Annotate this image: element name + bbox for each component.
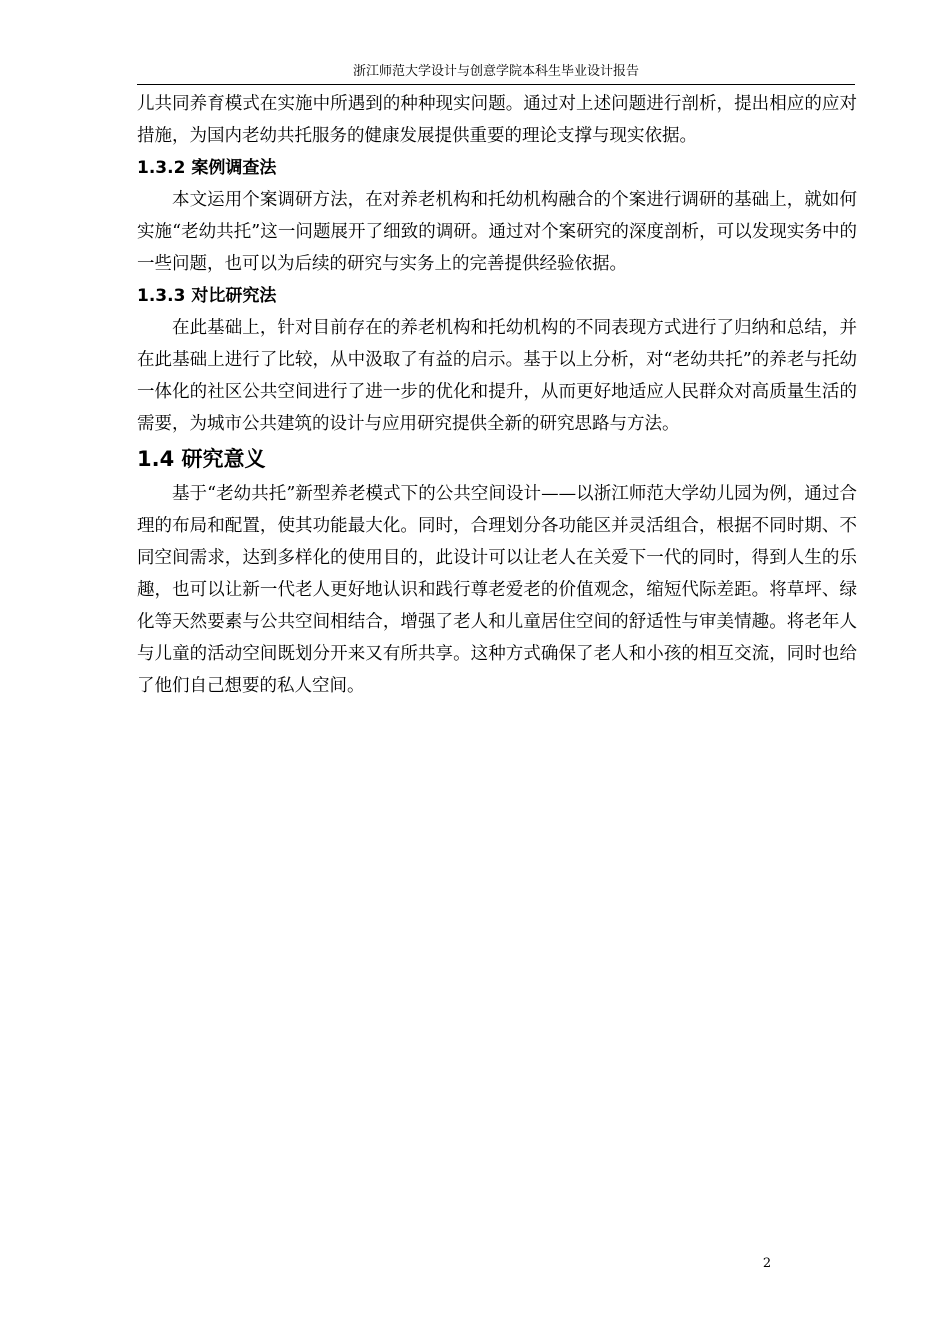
section-paragraph-1-3-2: 本文运用个案调研方法，在对养老机构和托幼机构融合的个案进行调研的基础上，就如何实施“老幼共托”这一问题展开了细致的调研。通过对个案研究的深度剖析，可以发现实务中的一些问题，也可以为后续的研究与实务上的完善提供经验依据。 xyxy=(137,190,857,274)
page-header-title: 浙江师范大学设计与创意学院本科生毕业设计报告 xyxy=(352,64,639,79)
header-divider xyxy=(137,84,855,85)
section-heading-1-3-3: 1.3.3 对比研究法 xyxy=(137,286,277,306)
section-paragraph-1-3-3: 在此基础上，针对目前存在的养老机构和托幼机构的不同表现方式进行了归纳和总结，并在此基础上进行了比较，从中汲取了有益的启示。基于以上分析，对“老幼共托”的养老与托幼一体化的社区公共空间进行了进一步的优化和提升，从而更好地适应人民群众对高质量生活的需要，为城市公共建筑的设计与应用研究提供全新的研究思路与方法。 xyxy=(137,318,857,434)
document-body xyxy=(137,88,857,702)
section-paragraph-1-4: 基于“老幼共托”新型养老模式下的公共空间设计——以浙江师范大学幼儿园为例，通过合理的布局和配置，使其功能最大化。同时，合理划分各功能区并灵活组合，根据不同时期、不同空间需求，达到多样化的使用目的，此设计可以让老人在关爱下一代的同时，得到人生的乐趣，也可以让新一代老人更好地认识和践行尊老爱老的价值观念，缩短代际差距。将草坪、绿化等天然要素与公共空间相结合，增强了老人和儿童居住空间的舒适性与审美情趣。将老年人与儿童的活动空间既划分开来又有所共享。这种方式确保了老人和小孩的相互交流，同时也给了他们自己想要的私人空间。 xyxy=(137,484,857,696)
page-number-container xyxy=(0,1256,775,1271)
section-heading-1-3-2: 1.3.2 案例调查法 xyxy=(137,158,277,178)
intro-paragraph: 儿共同养育模式在实施中所遇到的种种现实问题。通过对上述问题进行剖析，提出相应的应对措施，为国内老幼共托服务的健康发展提供重要的理论支撑与现实依据。 xyxy=(137,94,857,146)
section-heading-1-4: 1.4 研究意义 xyxy=(137,447,266,471)
page-number: 2 xyxy=(762,1256,772,1271)
